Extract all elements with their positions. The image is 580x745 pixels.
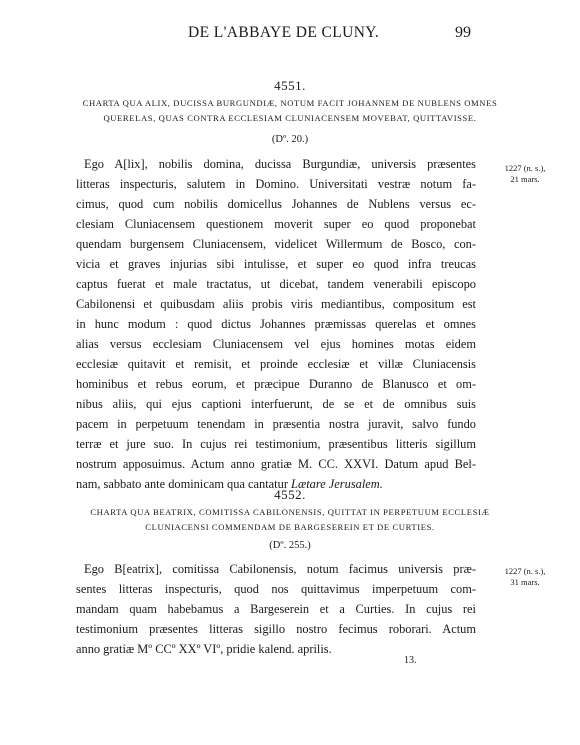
rubric-line: CHARTA QUA ALIX, DUCISSA BURGUNDIÆ, NOTUM FACIT JOHANNEM DE NUBLENS OMNES [82,98,498,108]
text-line: nibus aliis, qui ejus captioni interfuerunt, de se et de omnibus suis [76,397,476,411]
text-line-start: nam, sabbato ante dominicam qua cantatur [76,477,292,491]
margin-date-year: 1227 (n. s.), [504,566,546,576]
running-head [0,24,580,46]
margin-date [490,566,560,588]
charter-rubric [60,505,520,535]
rubric-line: QUERELAS, QUAS CONTRA ECCLESIAM CLUNIACENSEM MOVEBAT, QUITTAVISSE. [103,113,477,123]
rubric-line: CHARTA QUA BEATRIX, COMITISSA CABILONENSIS, QUITTAT IN PERPETUUM ECCLESIÆ [90,507,490,517]
margin-date-day: 21 mars. [510,174,540,184]
charter-rubric [60,96,520,126]
text-line: testimonium præsentes litteras sigillo nostro fecimus roborari. Actum [76,622,476,636]
page-number: 99 [455,24,471,41]
text-line: Ego B[eatrix], comitissa Cabilonensis, notum facimus universis præ- [84,562,476,576]
text-line: clesiam Cluniacensem questionem moverit super eo quod proponebat [76,217,476,231]
charter-text [76,154,476,494]
charter-text [76,559,476,659]
text-line: terræ et jure suo. In cujus rei testimonium, præsentibus litteris sigillum [76,437,476,451]
text-line: cimus, quod cum nobilis domicellus Johannes de Nublens versus ec- [76,197,476,211]
text-line: anno gratiæ Mº CCº XXº VIº, pridie kalend. aprilis. [76,642,332,656]
margin-date-day: 31 mars. [510,577,540,587]
text-line: sentes litteras inspecturis, quod nos quittavimus imperpetuum com- [76,582,476,596]
signature-mark: 13. [404,655,417,666]
liturgical-phrase: Lætare Jerusalem. [291,477,383,491]
text-line: Ego A[lix], nobilis domina, ducissa Burgundiæ, universis præsentes [84,157,476,171]
text-line: hominibus et rebus eorum, et præcipue Duranno de Blanusco et om- [76,377,476,391]
charter-number: 4552. [274,487,306,502]
charter-number: 4551. [274,78,306,93]
text-line: pacem in perpetuum tenendam in præsentia nostra juravit, salvo fundo [76,417,476,431]
text-line: in hunc modum : quod dictus Johannes præmissas querelas et omnes [76,317,476,331]
text-line: ecclesiæ quitavit et remisit, et proinde ecclesiæ et villæ Cluniacensis [76,357,476,371]
text-line: captus fuerat et male tractatus, ut dicebat, tandem venerabili episcopo [76,277,476,291]
text-line: mandam quam habebamus a Bargeserein et a Curties. In cujus rei [76,602,476,616]
text-line: vicia et graves injurias sibi intulisse, et super eo quod infra treucas [76,257,476,271]
text-line: Cabilonensi et quibusdam aliis probis viris mediantibus, compositum est [76,297,476,311]
text-line: alias versus ecclesiam Cluniacensem vel ejus homines motas eidem [76,337,476,351]
text-line: quendam burgensem Cluniacensem, videlicet Willermum de Bosco, con- [76,237,476,251]
margin-date-year: 1227 (n. s.), [504,163,546,173]
margin-date [490,163,560,185]
rubric-line: CLUNIACENSI COMMENDAM DE BARGESEREIN ET DE CURTIES. [145,522,435,532]
text-line: nostrum apposuimus. Actum anno gratiæ M. CC. XXVI. Datum apud Bel- [76,457,476,471]
charter-source: (Dº. 255.) [269,540,311,551]
charter-source: (Dº. 20.) [271,134,309,145]
text-line: litteras inspecturis, salutem in Domino. Universitati vestræ notum fa- [76,177,476,191]
running-head-title: DE L'ABBAYE DE CLUNY. [188,24,380,41]
